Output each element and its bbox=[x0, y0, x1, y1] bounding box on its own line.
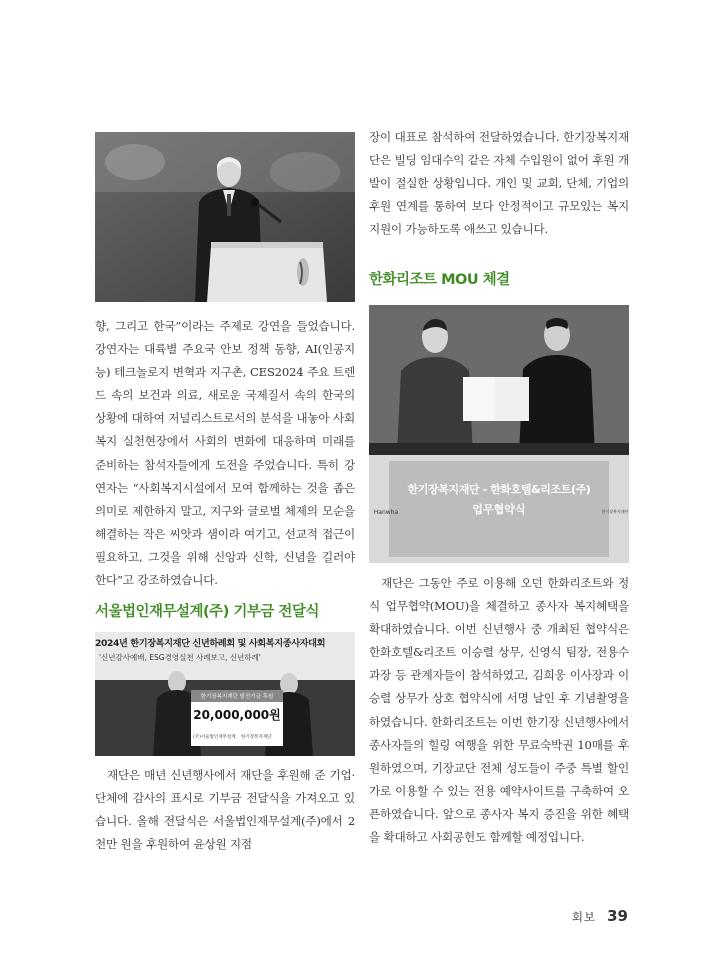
donation-ceremony-photo bbox=[95, 632, 355, 756]
footer-label: 회보 bbox=[571, 910, 597, 924]
check-to: 한기장복지재단 bbox=[241, 735, 272, 740]
mou-ceremony-photo bbox=[369, 305, 629, 563]
speaker-photo bbox=[95, 132, 355, 302]
check-amount: 20,000,000원 bbox=[193, 708, 281, 722]
page-footer bbox=[572, 906, 628, 925]
donation-heading: 서울법인재무설계(주) 기부금 전달식 bbox=[95, 604, 319, 620]
mou-heading: 한화리조트 MOU 체결 bbox=[369, 272, 510, 288]
donation-continued-paragraph: 장이 대표로 참석하여 전달하였습니다. 한기장복지재단은 빌딩 임대수익 같은 자체 수입원이 없어 후원 개발이 절실한 상황입니다. 개인 및 교회, 단체, 기업의 후원 연계를 통하여 보다 안정적이고 규모있는 복지 지원이 가능하도록 애쓰고 있습니다. bbox=[369, 130, 629, 237]
donation-banner-subtitle: '신년감사예배, ESG경영실천 사례보고, 신년하례' bbox=[99, 653, 261, 662]
mou-banner-title: 한기장복지재단 - 한화호텔&리조트(주) bbox=[407, 483, 591, 496]
foundation-logo-text: 한기장복지재단 bbox=[601, 509, 629, 514]
check-from: (주)서울법인재무설계 bbox=[193, 735, 236, 740]
mou-banner-subtitle: 업무협약식 bbox=[472, 503, 526, 516]
hanwha-logo-text: Hanwha bbox=[373, 509, 399, 516]
speech-summary-paragraph: 향, 그리고 한국”이라는 주제로 강연을 들었습니다. 강연자는 대륙별 주요국 안보 정책 동향, AI(인공지능) 테크놀로지 변혁과 지구촌, CES2024 주요 트렌드 속의 보건과 의료, 새로운 국제질서 속의 한국의 상황에 대하여 저널리스트로서의 분석을 내놓아 사회복지 실천현장에서 사회의 변화에 대응하며 미래를 준비하는 참석자들에게 도전을 주었습니다. 특히 강연자는 “사회복지시설에서 모여 함께하는 것을 좁은 의미로 제한하지 말고, 지구와 글로벌 체제의 모순을 해결하는 작은 씨앗과 샘이라 여기고, 선교적 접근이 필요하고, 그것을 위해 신앙과 신학, 신념을 길러야 한다”고 강조하였습니다. bbox=[95, 319, 355, 588]
donation-paragraph: 재단은 매년 신년행사에서 재단을 후원해 준 기업·단체에 감사의 표시로 기부금 전달식을 가져오고 있습니다. 올해 전달식은 서울법인재무설계(주)에서 2천만 원을 후원하여 윤상원 지점 bbox=[95, 768, 355, 852]
donation-banner-title: 2024년 한기장복지재단 신년하례회 및 사회복지종사자대회 bbox=[95, 638, 326, 649]
mou-paragraph: 재단은 그동안 주로 이용해 오던 한화리조트와 정식 업무협약(MOU)을 체결하고 종사자 복지혜택을 확대하였습니다. 이번 신년행사 중 개최된 협약식은 한화호텔&리조트 이승렬 상무, 신영식 팀장, 전용수 과장 등 관계자들이 참석하였고, 김희웅 이사장과 이승렬 상무가 상호 협약식에 서명 날인 후 기념촬영을 하였습니다. 한화리조트는 이번 한기장 신년행사에서 종사자들의 힐링 여행을 위한 무료숙박권 10매를 후원하였으며, 기장교단 전체 성도들이 주중 특별 할인가로 이용할 수 있는 전용 예약사이트를 구축하여 오픈하였습니다. 앞으로 종사자 복지 증진을 위한 혜택을 확대하고 사회공헌도 함께할 예정입니다. bbox=[369, 576, 629, 845]
check-title: 한기장복지재단 발전기금 후원 bbox=[200, 694, 274, 700]
page-number: 39 bbox=[607, 907, 628, 925]
